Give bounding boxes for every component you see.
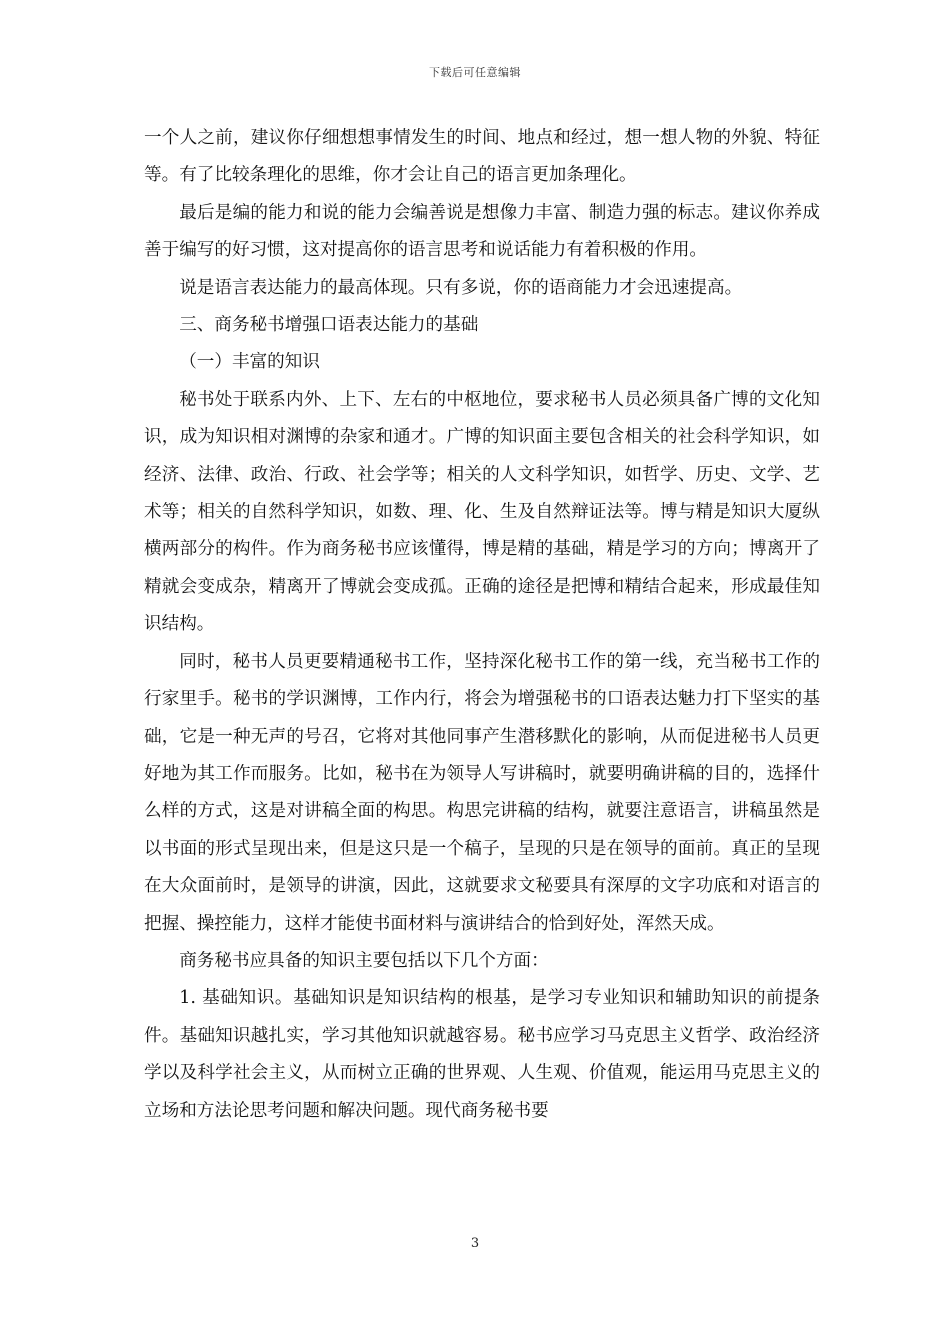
- document-body: [144, 120, 820, 1130]
- paragraph: 同时，秘书人员更要精通秘书工作，坚持深化秘书工作的第一线，充当秘书工作的行家里手。秘书的学识渊博，工作内行，将会为增强秘书的口语表达魅力打下坚实的基础，它是一种无声的号召，它将对其他同事产生潜移默化的影响，从而促进秘书人员更好地为其工作而服务。比如，秘书在为领导人写讲稿时，就要明确讲稿的目的，选择什么样的方式，这是对讲稿全面的构思。构思完讲稿的结构，就要注意语言，讲稿虽然是以书面的形式呈现出来，但是这只是一个稿子，呈现的只是在领导的面前。真正的呈现在大众面前时，是领导的讲演，因此，这就要求文秘要具有深厚的文字功底和对语言的把握、操控能力，这样才能使书面材料与演讲结合的恰到好处，浑然天成。: [144, 651, 820, 934]
- page-header: 下载后可任意编辑: [429, 66, 521, 79]
- paragraph-continuation: 一个人之前，建议你仔细想想事情发生的时间、地点和经过，想一想人物的外貌、特征等。有了比较条理化的思维，你才会让自己的语言更加条理化。: [144, 128, 820, 186]
- paragraph: 商务秘书应具备的知识主要包括以下几个方面：: [179, 950, 549, 971]
- paragraph: 最后是编的能力和说的能力会编善说是想像力丰富、制造力强的标志。建议你养成善于编写的好习惯，这对提高你的语言思考和说话能力有着积极的作用。: [144, 202, 820, 261]
- page-number: 3: [470, 1236, 480, 1251]
- paragraph: 秘书处于联系内外、上下、左右的中枢地位，要求秘书人员必须具备广博的文化知识，成为知识相对渊博的杂家和通才。广博的知识面主要包含相关的社会科学知识，如经济、法律、政治、行政、社会学等；相关的人文科学知识，如哲学、历史、文学、艺术等；相关的自然科学知识，如数、理、化、生及自然辩证法等。博与精是知识大厦纵横两部分的构件。作为商务秘书应该懂得，博是精的基础，精是学习的方向；博离开了精就会变成杂，精离开了博就会变成孤。正确的途径是把博和精结合起来，形成最佳知识结构。: [144, 389, 820, 635]
- section-heading: 三、商务秘书增强口语表达能力的基础: [179, 315, 479, 336]
- paragraph: 说是语言表达能力的最高体现。只有多说，你的语商能力才会迅速提高。: [179, 277, 743, 298]
- subsection-heading: （一）丰富的知识: [179, 352, 320, 373]
- list-item: 1. 基础知识。基础知识是知识结构的根基，是学习专业知识和辅助知识的前提条件。基础知识越扎实，学习其他知识就越容易。秘书应学习马克思主义哲学、政治经济学以及科学社会主义，从而树立正确的世界观、人生观、价值观，能运用马克思主义的立场和方法论思考问题和解决问题。现代商务秘书要: [144, 988, 820, 1121]
